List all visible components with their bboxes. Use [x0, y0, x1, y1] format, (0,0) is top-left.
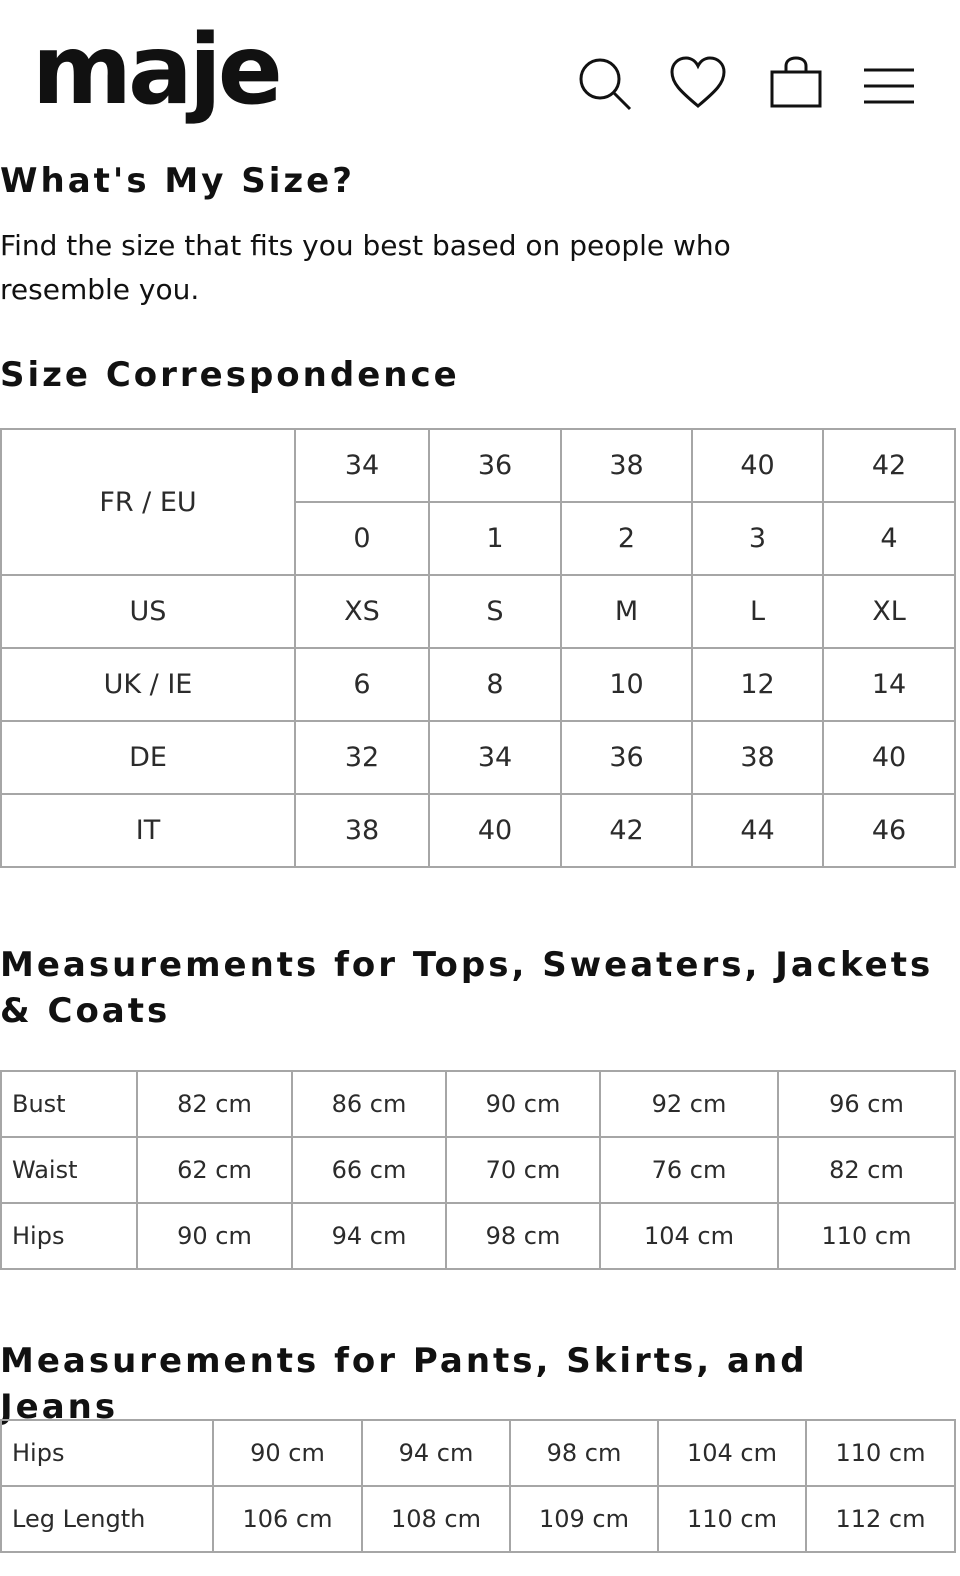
- measurement-cell: 110 cm: [806, 1420, 955, 1486]
- measurement-cell: 96 cm: [778, 1071, 955, 1137]
- pants-measurements-heading: Measurements for Pants, Skirts, and Jeans: [0, 1341, 808, 1427]
- size-cell: 42: [561, 794, 692, 867]
- size-cell: 1: [429, 502, 561, 575]
- size-cell: 6: [295, 648, 429, 721]
- measurement-cell: 104 cm: [658, 1420, 806, 1486]
- size-cell: 2: [561, 502, 692, 575]
- measurement-cell: 90 cm: [213, 1420, 362, 1486]
- measurement-cell: 104 cm: [600, 1203, 778, 1269]
- row-label-us: US: [1, 575, 295, 648]
- table-row: [1, 1486, 955, 1552]
- size-cell: 38: [692, 721, 823, 794]
- measurement-cell: 62 cm: [137, 1137, 292, 1203]
- measurement-cell: 98 cm: [446, 1203, 600, 1269]
- size-cell: 38: [561, 429, 692, 502]
- menu-icon[interactable]: [858, 54, 918, 114]
- size-cell: 40: [823, 721, 955, 794]
- measurement-cell: 110 cm: [658, 1486, 806, 1552]
- measurement-cell: 66 cm: [292, 1137, 446, 1203]
- tops-measurements-table: [0, 1070, 956, 1270]
- shopping-bag-icon[interactable]: [766, 54, 826, 114]
- measurement-cell: 76 cm: [600, 1137, 778, 1203]
- table-row: [1, 1137, 955, 1203]
- size-cell: L: [692, 575, 823, 648]
- page-title: What's My Size?: [0, 161, 355, 201]
- size-cell: 44: [692, 794, 823, 867]
- measurement-cell: 90 cm: [137, 1203, 292, 1269]
- row-label-hips: Hips: [1, 1420, 213, 1486]
- row-label-bust: Bust: [1, 1071, 137, 1137]
- measurement-cell: 86 cm: [292, 1071, 446, 1137]
- measurement-cell: 112 cm: [806, 1486, 955, 1552]
- row-label-waist: Waist: [1, 1137, 137, 1203]
- size-cell: 0: [295, 502, 429, 575]
- table-row: [1, 648, 955, 721]
- size-cell: 40: [692, 429, 823, 502]
- tops-measurements-heading: Measurements for Tops, Sweaters, Jackets & Coats: [0, 945, 934, 1031]
- size-cell: S: [429, 575, 561, 648]
- row-label-fr-eu: FR / EU: [1, 429, 295, 575]
- size-cell: 3: [692, 502, 823, 575]
- measurement-cell: 92 cm: [600, 1071, 778, 1137]
- measurement-cell: 98 cm: [510, 1420, 658, 1486]
- size-cell: 36: [561, 721, 692, 794]
- heart-icon[interactable]: [668, 54, 728, 114]
- table-row: [1, 794, 955, 867]
- size-correspondence-table: [0, 428, 956, 868]
- table-row: [1, 721, 955, 794]
- size-cell: 40: [429, 794, 561, 867]
- intro-text: Find the size that fits you best based on people who resemble you.: [0, 229, 731, 306]
- table-row: [1, 1071, 955, 1137]
- size-cell: 42: [823, 429, 955, 502]
- size-cell: 36: [429, 429, 561, 502]
- measurement-cell: 94 cm: [292, 1203, 446, 1269]
- size-cell: 12: [692, 648, 823, 721]
- row-label-it: IT: [1, 794, 295, 867]
- size-correspondence-heading: Size Correspondence: [0, 355, 460, 395]
- search-icon[interactable]: [576, 54, 636, 114]
- row-label-hips: Hips: [1, 1203, 137, 1269]
- size-cell: XL: [823, 575, 955, 648]
- table-row: [1, 1420, 955, 1486]
- size-cell: 46: [823, 794, 955, 867]
- row-label-de: DE: [1, 721, 295, 794]
- row-label-leg-length: Leg Length: [1, 1486, 213, 1552]
- measurement-cell: 110 cm: [778, 1203, 955, 1269]
- measurement-cell: 90 cm: [446, 1071, 600, 1137]
- brand-logo[interactable]: maje: [32, 14, 279, 126]
- size-cell: 38: [295, 794, 429, 867]
- measurement-cell: 94 cm: [362, 1420, 510, 1486]
- measurement-cell: 109 cm: [510, 1486, 658, 1552]
- table-row: [1, 575, 955, 648]
- size-cell: 34: [429, 721, 561, 794]
- size-cell: 4: [823, 502, 955, 575]
- size-cell: M: [561, 575, 692, 648]
- table-row: [1, 1203, 955, 1269]
- measurement-cell: 106 cm: [213, 1486, 362, 1552]
- size-cell: 32: [295, 721, 429, 794]
- row-label-uk-ie: UK / IE: [1, 648, 295, 721]
- size-cell: 8: [429, 648, 561, 721]
- size-cell: XS: [295, 575, 429, 648]
- size-cell: 10: [561, 648, 692, 721]
- measurement-cell: 70 cm: [446, 1137, 600, 1203]
- size-cell: 34: [295, 429, 429, 502]
- measurement-cell: 82 cm: [778, 1137, 955, 1203]
- table-row: [1, 429, 955, 502]
- size-cell: 14: [823, 648, 955, 721]
- measurement-cell: 108 cm: [362, 1486, 510, 1552]
- pants-measurements-table: [0, 1419, 956, 1553]
- measurement-cell: 82 cm: [137, 1071, 292, 1137]
